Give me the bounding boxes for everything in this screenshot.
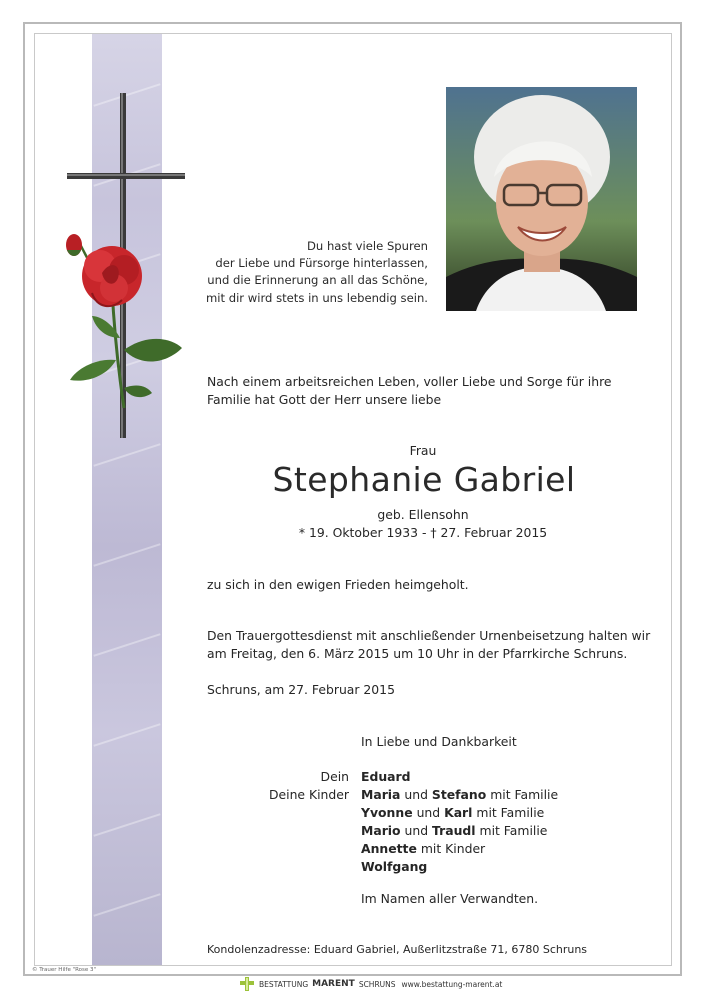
- list-item: Yvonne und Karl mit Familie: [361, 805, 545, 820]
- relatives-text: Im Namen aller Verwandten.: [361, 891, 539, 906]
- children-label: Deine Kinder: [268, 787, 349, 802]
- gratitude-text: In Liebe und Dankbarkeit: [361, 734, 517, 749]
- service-line: Den Trauergottesdienst mit anschließender Urnenbeisetzung halten wir: [207, 628, 651, 643]
- birth-name: geb. Ellensohn: [377, 507, 469, 522]
- place-date: Schruns, am 27. Februar 2015: [207, 682, 395, 697]
- brand-name: MARENT: [312, 979, 355, 989]
- intro-text: [207, 373, 612, 409]
- service-line: am Freitag, den 6. März 2015 um 10 Uhr in der Pfarrkirche Schruns.: [207, 646, 628, 661]
- portrait-icon: [446, 87, 637, 311]
- deceased-name: Stephanie Gabriel: [272, 460, 576, 499]
- list-item: Maria und Stefano mit Familie: [361, 787, 559, 802]
- spouse-name: Eduard: [361, 769, 411, 784]
- copyright-note: © Trauer Hilfe "Rose 3": [32, 967, 97, 973]
- brand-prefix: BESTATTUNG: [259, 979, 309, 989]
- memorial-quote: [180, 238, 428, 307]
- brand-place: SCHRUNS: [358, 979, 396, 989]
- quote-line: Du hast viele Spuren: [307, 239, 428, 253]
- website-link[interactable]: www.bestattung-marent.at: [401, 979, 503, 989]
- funeral-service-text: [207, 627, 650, 663]
- condolence-address: Kondolenzadresse: Eduard Gabriel, Außerlitzstraße 71, 6780 Schruns: [207, 943, 588, 956]
- mourner-labels: [230, 768, 349, 804]
- quote-line: und die Erinnerung an all das Schöne,: [207, 273, 428, 288]
- life-dates: * 19. Oktober 1933 - † 27. Februar 2015: [298, 525, 548, 540]
- intro-line: Nach einem arbeitsreichen Leben, voller Liebe und Sorge für ihre: [207, 374, 612, 389]
- intro-line: Familie hat Gott der Herr unsere liebe: [207, 392, 442, 407]
- portrait-photo: [446, 87, 637, 311]
- taken-home-text: zu sich in den ewigen Frieden heimgeholt.: [207, 577, 469, 592]
- list-item: Annette mit Kinder: [361, 841, 486, 856]
- list-item: Mario und Traudl mit Familie: [361, 823, 548, 838]
- mourner-names: [361, 768, 558, 876]
- list-item: Wolfgang: [361, 859, 428, 874]
- funeral-home-logo-icon: [240, 977, 254, 991]
- quote-line: mit dir wird stets in uns lebendig sein.: [205, 290, 428, 305]
- spouse-label: Dein: [320, 769, 349, 784]
- quote-line: der Liebe und Fürsorge hinterlassen,: [215, 256, 428, 271]
- salutation: Frau: [409, 443, 437, 458]
- funeral-home-branding: [240, 976, 502, 992]
